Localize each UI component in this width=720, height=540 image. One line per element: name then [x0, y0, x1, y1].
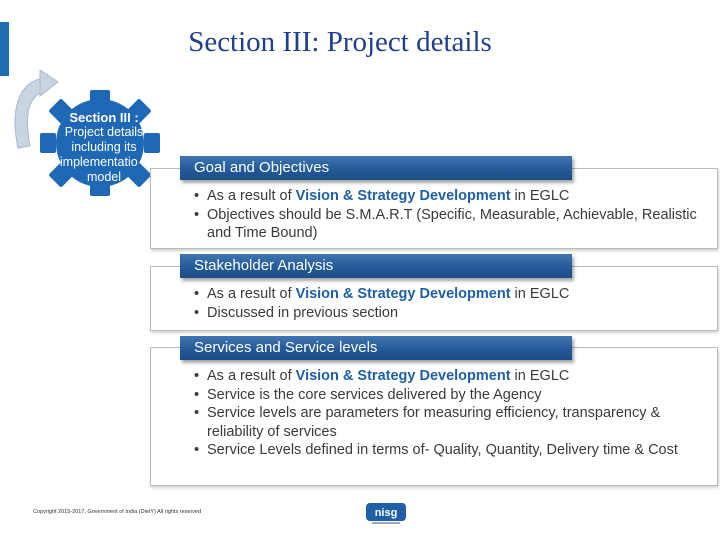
logo-text: nisg: [374, 507, 398, 519]
bullet-item: • Service Levels defined in terms of- Quality, Quantity, Delivery time & Cost: [192, 441, 707, 460]
bullet-item: • As a result of Vision & Strategy Development in EGLC: [192, 187, 707, 206]
gear-body: Project details including its implementatio n model: [59, 125, 149, 184]
header-goal-and-objectives: Goal and Objectives: [180, 156, 572, 180]
nisg-logo-icon: [366, 503, 406, 525]
bullet-item: • As a result of Vision & Strategy Development in EGLC: [192, 285, 707, 304]
bullet-item: • Service is the core services delivered by the Agency: [192, 386, 707, 405]
gear-label: [52, 110, 156, 185]
slide-title: Section III: Project details: [188, 26, 492, 58]
left-accent-bar: [0, 22, 9, 76]
bullet-item: • Objectives should be S.M.A.R.T (Specific, Measurable, Achievable, Realistic and Time Bound): [192, 206, 707, 243]
bullet-item: • Discussed in previous section: [192, 304, 707, 323]
header-services-and-service-levels: Services and Service levels: [180, 336, 572, 360]
bullet-list-goals: [192, 187, 707, 243]
bullet-item: • Service levels are parameters for measuring efficiency, transparency & reliability of services: [192, 404, 707, 441]
bullet-item: • As a result of Vision & Strategy Development in EGLC: [192, 367, 707, 386]
gear-title: Section III :: [69, 110, 139, 125]
bullet-list-services: [192, 367, 707, 460]
header-stakeholder-analysis: Stakeholder Analysis: [180, 254, 572, 278]
footer-copyright: Copyright 2015-2017, Government of India (DietY) All rights reserved: [33, 509, 202, 515]
bullet-list-stakeholders: [192, 285, 707, 322]
